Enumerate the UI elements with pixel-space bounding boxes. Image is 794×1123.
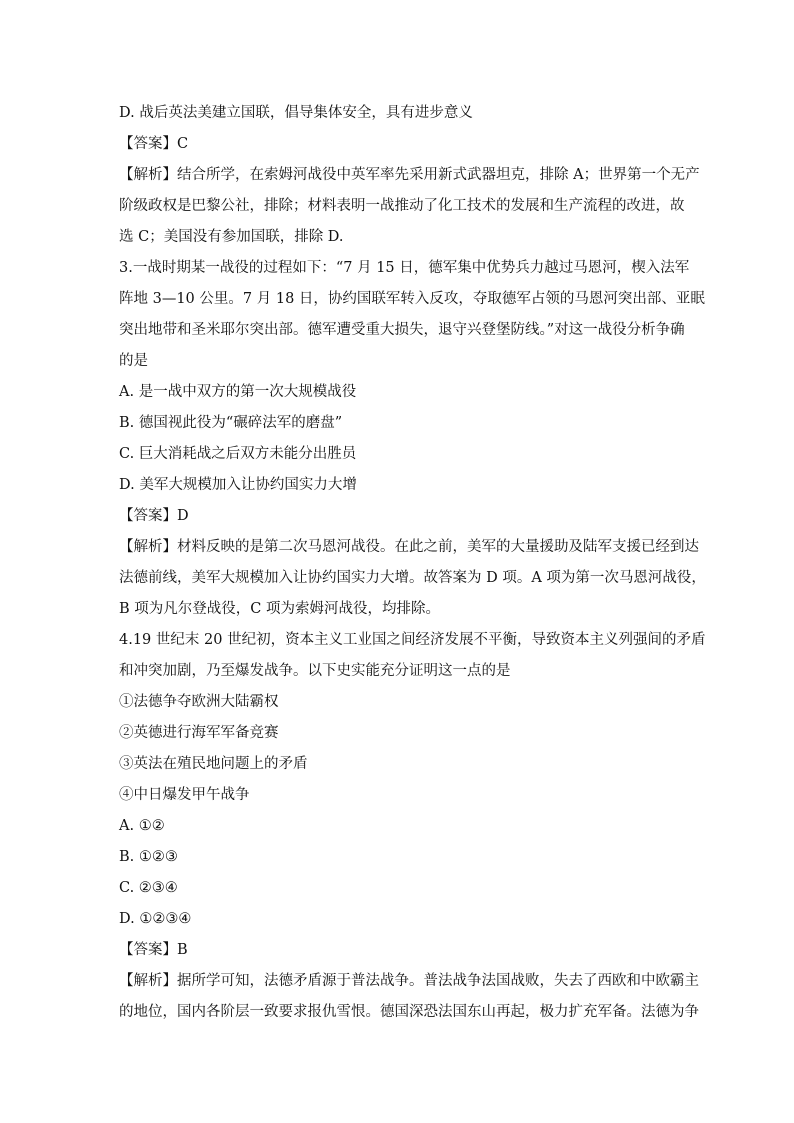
explanation-line: 阶级政权是巴黎公社，排除；材料表明一战推动了化工技术的发展和生产流程的改进，故 xyxy=(119,198,685,214)
explanation-line: B 项为凡尔登战役，C 项为索姆河战役，均排除。 xyxy=(119,601,440,617)
item-line: ①法德争夺欧洲大陆霸权 xyxy=(119,694,279,710)
question-line: 的是 xyxy=(119,353,148,369)
question-line: 阵地 3—10 公里。7 月 18 日，协约国联军转入反攻，夺取德军占领的马恩河突出部、亚眠 xyxy=(119,291,705,307)
question-line: 突出地带和圣米耶尔突出部。德军遭受重大损失，退守兴登堡防线。”对这一战役分析争确 xyxy=(119,322,685,338)
answer-line: 【答案】B xyxy=(119,942,188,958)
answer-line: 【答案】C xyxy=(119,136,189,152)
option-b-line: B. ①②③ xyxy=(119,849,178,865)
question-line: 和冲突加剧，乃至爆发战争。以下史实能充分证明这一点的是 xyxy=(119,663,511,679)
option-c-line: C. ②③④ xyxy=(119,880,178,896)
explanation-line: 法德前线，美军大规模加入让协约国实力大增。故答案为 D 项。A 项为第一次马恩河战役， xyxy=(119,570,706,586)
option-d-line: D. 美军大规模加入让协约国实力大增 xyxy=(119,477,357,493)
item-line: ④中日爆发甲午战争 xyxy=(119,787,250,803)
option-d-line: D. 战后英法美建立国联，倡导集体安全，具有进步意义 xyxy=(119,105,473,121)
explanation-line: 【解析】据所学可知，法德矛盾源于普法战争。普法战争法国战败，失去了西欧和中欧霸主 xyxy=(119,973,699,989)
explanation-line: 【解析】材料反映的是第二次马恩河战役。在此之前，美军的大量援助及陆军支援已经到达 xyxy=(119,539,699,555)
option-a-line: A. ①② xyxy=(119,818,165,834)
explanation-line: 的地位，国内各阶层一致要求报仇雪恨。德国深恐法国东山再起，极力扩充军备。法德为争 xyxy=(119,1004,699,1020)
option-b-line: B. 德国视此役为“碾碎法军的磨盘” xyxy=(119,415,343,431)
item-line: ②英德进行海军军备竞赛 xyxy=(119,725,279,741)
explanation-line: 选 C；美国没有参加国联，排除 D. xyxy=(119,229,344,245)
option-c-line: C. 巨大消耗战之后双方未能分出胜员 xyxy=(119,446,357,462)
explanation-line: 【解析】结合所学，在索姆河战役中英军率先采用新式武器坦克，排除 A；世界第一个无产 xyxy=(119,167,700,183)
answer-line: 【答案】D xyxy=(119,508,189,524)
item-line: ③英法在殖民地问题上的矛盾 xyxy=(119,756,308,772)
question-line: 3.一战时期某一战役的过程如下：“7 月 15 日，德军集中优势兵力越过马恩河，楔入法军 xyxy=(119,260,690,276)
option-a-line: A. 是一战中双方的第一次大规模战役 xyxy=(119,384,357,400)
option-d-line: D. ①②③④ xyxy=(119,911,192,927)
question-line: 4.19 世纪末 20 世纪初，资本主义工业国之间经济发展不平衡，导致资本主义列强间的矛盾 xyxy=(119,632,706,648)
